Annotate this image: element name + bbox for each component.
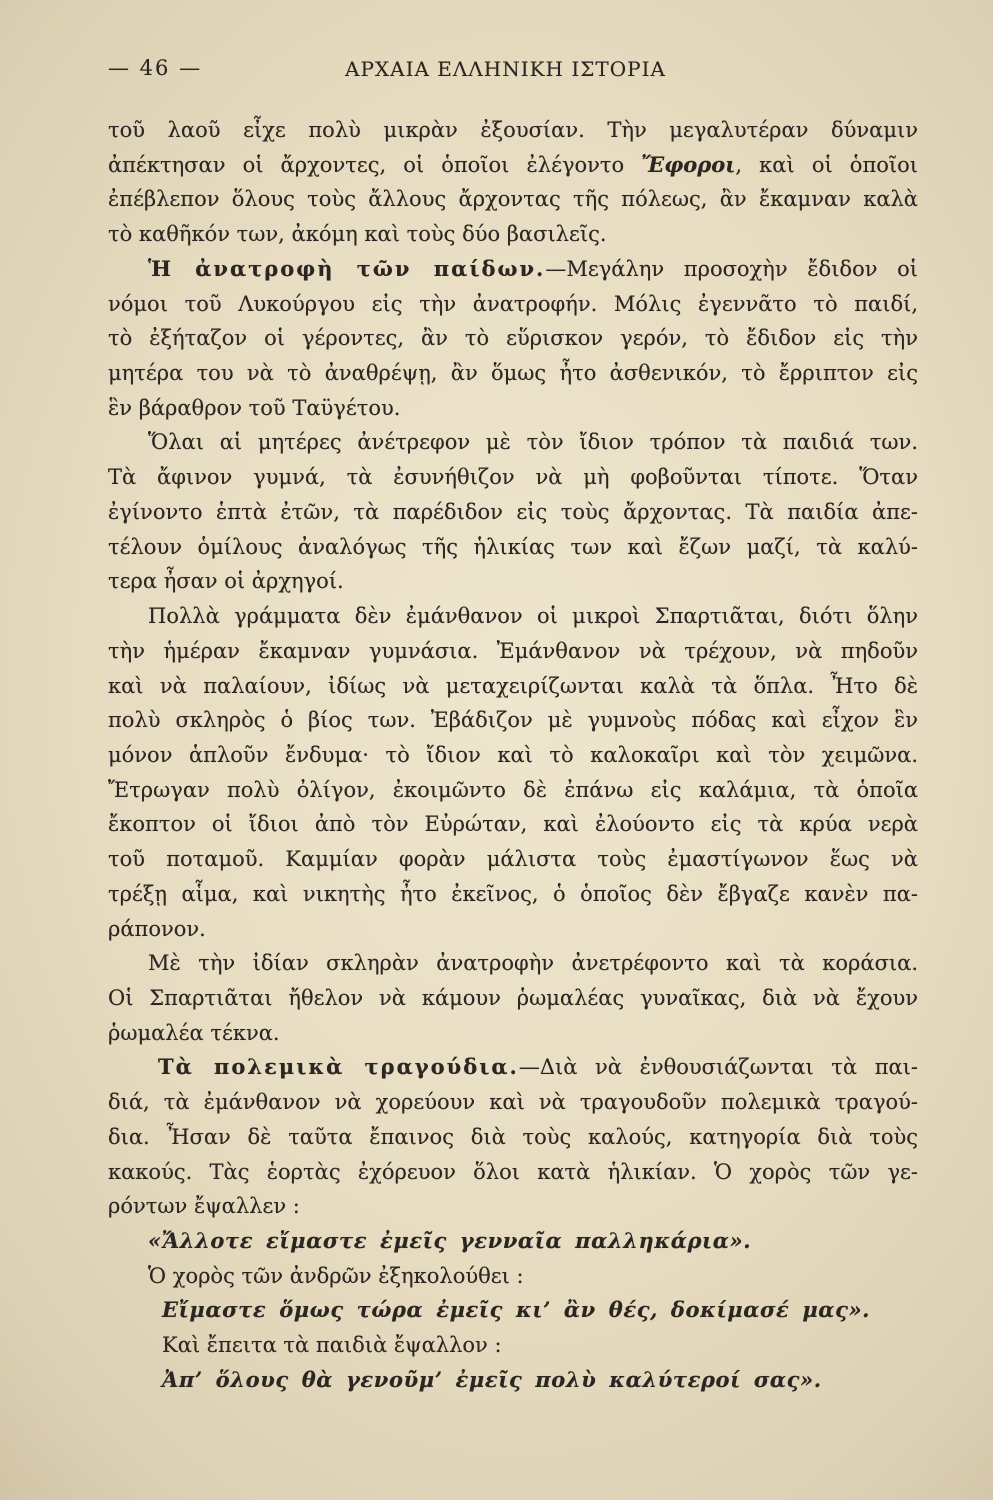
text-line: καὶ νὰ παλαίουν, ἰδίως νὰ μεταχειρίζωνται καλὰ τὰ ὅπλα. Ἦτο δὲ [108,673,918,698]
text-line: Οἱ Σπαρτιᾶται ἤθελον νὰ κάμουν ῥωμαλέας γυναῖκας, διὰ νὰ ἔχουν [108,985,918,1010]
text-line: ἔκοπτον οἱ ἴδιοι ἀπὸ τὸν Εὐρώταν, καὶ ἐλούοντο εἰς τὰ κρύα νερὰ [108,812,918,837]
text-line [108,252,918,287]
text-line: τὸ ἐξήταζον οἱ γέροντες, ἂν τὸ εὕρισκον γερόν, τὸ ἔδιδον εἰς τὴν [108,326,918,351]
song-verses [108,1224,918,1398]
text-line: Τὰ ἄφινον γυμνά, τὰ ἐσυνήθιζον νὰ μὴ φοβοῦνται τίποτε. Ὅταν [108,465,918,490]
text-line: τοῦ ποταμοῦ. Καμμίαν φορὰν μάλιστα τοὺς ἐμαστίγωνον ἕως νὰ [108,847,918,872]
text-line: Μὲ τὴν ἰδίαν σκληρὰν ἀνατροφὴν ἀνετρέφοντο καὶ τὰ κοράσια. [148,951,918,976]
section-heading: Τὰ πολεμικὰ τραγούδια. [158,1054,519,1080]
text-line: ἐγίνοντο ἑπτὰ ἐτῶν, τὰ παρέδιδον εἰς τοὺς ἄρχοντας. Τὰ παιδία ἀπε- [108,499,918,524]
paragraph [108,252,918,426]
paragraph [108,946,918,1050]
section-heading: Ἡ ἀνατροφὴ τῶν παίδων. [148,255,546,281]
page-number: — 46 — [108,56,203,80]
song-verse-men: Εἴμαστε ὅμως τώρα ἐμεῖς κι’ ἂν θές, δοκίμασέ μας». [162,1297,871,1323]
text-line: μόνον ἁπλοῦν ἔνδυμα· τὸ ἴδιον καὶ τὸ καλοκαῖρι καὶ τὸν χειμῶνα. [108,742,918,767]
text-line: κακούς. Τὰς ἑορτὰς ἐχόρευον ὅλοι κατὰ ἡλικίαν. Ὁ χορὸς τῶν γε- [108,1159,918,1184]
text-segment: , καὶ οἱ ὁποῖοι [735,152,918,177]
text-line: τερα ἦσαν οἱ ἀρχηγοί. [108,569,344,594]
song-verse-children: Ἀπ’ ὅλους θὰ γενοῦμ’ ἐμεῖς πολὺ καλύτεροί σας». [162,1366,822,1392]
paragraph [108,113,918,252]
text-line: τρέξῃ αἷμα, καὶ νικητὴς ἦτο ἐκεῖνος, ὁ ὁποῖος δὲν ἔβγαζε κανὲν πα- [108,881,918,906]
text-line: δια. Ἦσαν δὲ ταῦτα ἔπαινος διὰ τοὺς καλούς, κατηγορία διὰ τοὺς [108,1124,918,1149]
text-line: Ἔτρωγαν πολὺ ὀλίγον, ἐκοιμῶντο δὲ ἐπάνω εἰς καλάμια, τὰ ὁποῖα [108,777,918,802]
running-title: ΑΡΧΑΙΑ ΕΛΛΗΝΙΚΗ ΙΣΤΟΡΙΑ [345,57,666,81]
text-line: Πολλὰ γράμματα δὲν ἐμάνθανον οἱ μικροὶ Σπαρτιᾶται, διότι ὅλην [148,604,918,629]
text-line: ῥωμαλέα τέκνα. [108,1020,280,1045]
paragraph [108,1050,918,1224]
text-segment: —Διὰ νὰ ἐνθουσιάζωνται τὰ παι- [518,1055,919,1080]
text-line: ράπονον. [108,916,206,941]
text-line: διά, τὰ ἐμάνθανον νὰ χορεύουν καὶ νὰ τραγουδοῦν πολεμικὰ τραγού- [108,1090,918,1115]
text-line: τὴν ἡμέραν ἔκαμναν γυμνάσια. Ἐμάνθανον νὰ τρέχουν, νὰ πηδοῦν [108,638,918,663]
verse-intro-children: Καὶ ἔπειτα τὰ παιδιὰ ἔψαλλον : [162,1333,502,1358]
song-verse-elders: «Ἄλλοτε εἴμαστε ἐμεῖς γενναῖα παλληκάρια». [148,1228,752,1253]
text-segment: ἀπέκτησαν οἱ ἄρχοντες, οἱ ὁποῖοι ἐλέγοντο [108,152,642,177]
text-line: Ὅλαι αἱ μητέρες ἀνέτρεφον μὲ τὸν ἴδιον τρόπον τὰ παιδιά των. [148,430,918,455]
text-line: τὸ καθῆκόν των, ἀκόμη καὶ τοὺς δύο βασιλεῖς. [108,222,607,247]
paragraph [108,425,918,599]
verse-intro-men: Ὁ χορὸς τῶν ἀνδρῶν ἐξηκολούθει : [148,1263,524,1288]
text-segment: —Μεγάλην προσοχὴν ἔδιδον οἱ [545,256,919,281]
section-upbringing [108,252,918,1051]
body-text [108,113,918,1398]
text-line: τέλουν ὁμίλους ἀναλόγως τῆς ἡλικίας των καὶ ἔζων μαζί, τὰ καλύ- [108,534,918,559]
text-line [108,1050,918,1085]
text-line: τοῦ λαοῦ εἶχε πολὺ μικρὰν ἐξουσίαν. Τὴν μεγαλυτέραν δύναμιν [108,118,918,142]
text-line: πολὺ σκληρὸς ὁ βίος των. Ἐβάδιζον μὲ γυμνοὺς πόδας καὶ εἶχον ἓν [108,708,918,733]
paragraph [108,599,918,946]
text-line: ἓν βάραθρον τοῦ Ταϋγέτου. [108,395,401,420]
text-line: νόμοι τοῦ Λυκούργου εἰς τὴν ἀνατροφήν. Μόλις ἐγεννᾶτο τὸ παιδί, [108,291,918,316]
text-line: μητέρα του νὰ τὸ ἀναθρέψῃ, ἂν ὅμως ἦτο ἀσθενικόν, τὸ ἔρριπτον εἰς [108,361,918,386]
text-line: ἐπέβλεπον ὅλους τοὺς ἄλλους ἄρχοντας τῆς πόλεως, ἂν ἔκαμναν καλὰ [108,187,918,212]
emphasized-term: Ἔφοροι [641,151,736,177]
text-line [108,148,918,183]
section-war-songs [108,1050,918,1397]
text-line: ρόντων ἔψαλλεν : [108,1194,300,1219]
